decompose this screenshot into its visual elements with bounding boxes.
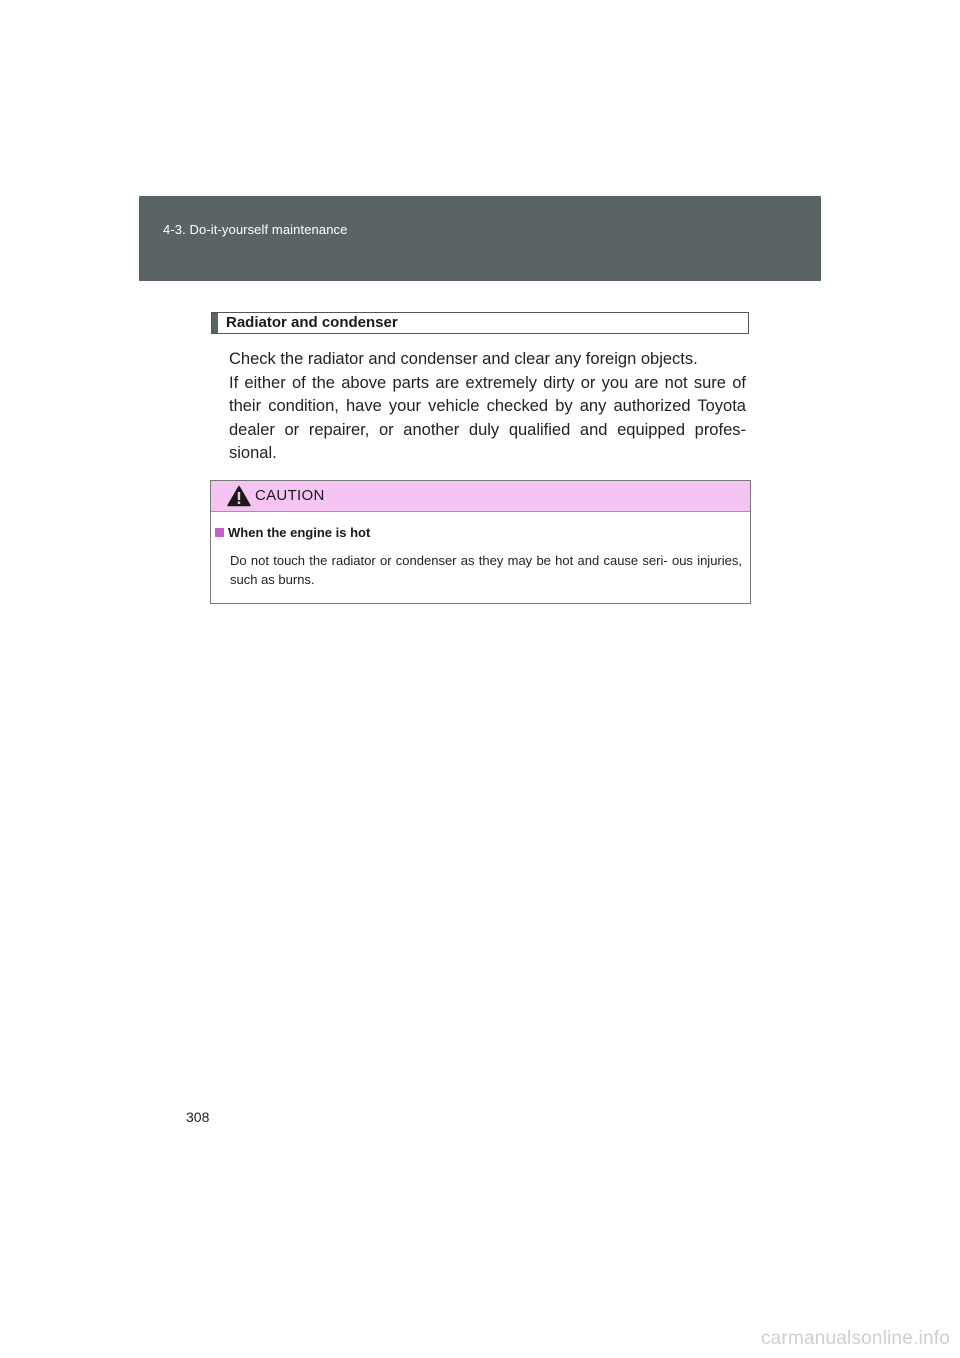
body-paragraph-2: If either of the above parts are extremely dirty or you are not sure of their condition, have your vehicle checked by any authorized Toyota dealer or repairer, or another duly qualified and equipped profes- sional. <box>229 373 746 462</box>
watermark: carmanualsonline.info <box>760 1328 950 1349</box>
section-title: Radiator and condenser <box>226 314 398 331</box>
caution-box <box>210 480 751 604</box>
caution-item-text: Do not touch the radiator or condenser as they may be hot and cause seri- ous injuries, such as burns. <box>230 553 742 587</box>
caution-item-title-text: When the engine is hot <box>228 525 371 540</box>
body-paragraph-1: Check the radiator and condenser and clear any foreign objects. <box>229 350 698 368</box>
caution-label: CAUTION <box>255 487 325 504</box>
section-header-band <box>139 196 821 281</box>
section-reference: 4-3. Do-it-yourself maintenance <box>163 222 348 237</box>
caution-header <box>211 481 750 512</box>
section-heading-bar <box>212 313 218 333</box>
warning-triangle-icon <box>227 485 251 507</box>
page-number: 308 <box>186 1109 210 1125</box>
square-bullet-icon <box>215 528 224 537</box>
body-text <box>229 348 746 466</box>
caution-item-title <box>215 525 370 540</box>
section-heading <box>211 312 749 334</box>
